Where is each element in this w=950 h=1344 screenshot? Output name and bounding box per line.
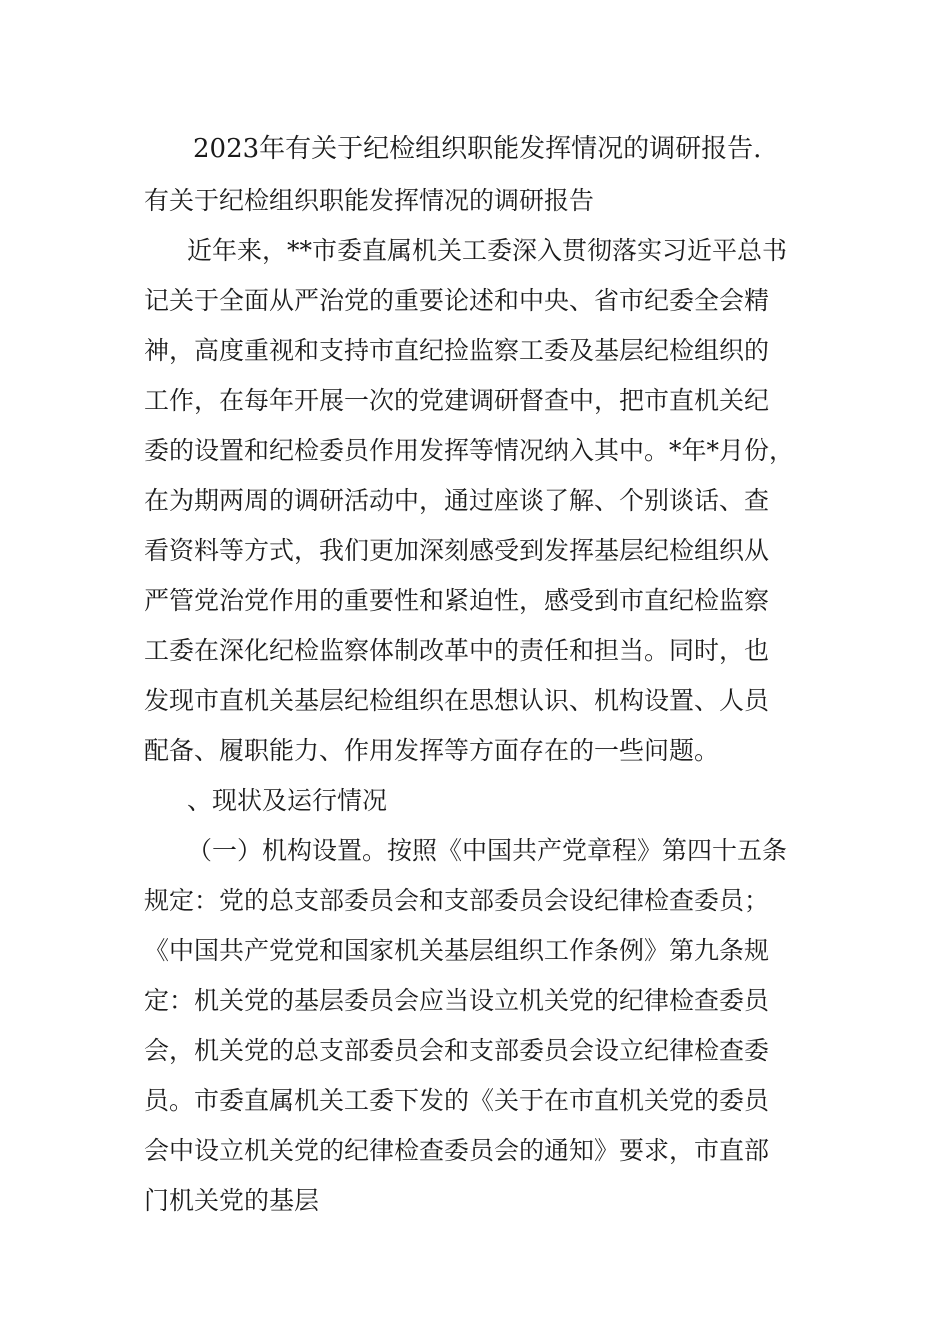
paragraph-1-line: 配备、履职能力、作用发挥等方面存在的一些问题。 [144,736,720,765]
paragraph-2-line: （一）机构设置。按照《中国共产党章程》第四十五条 [187,836,788,865]
paragraph-2-line: 门机关党的基层 [144,1186,320,1215]
paragraph-2-line: 规定：党的总支部委员会和支部委员会设纪律检查委员； [144,886,770,915]
paragraph-1-line: 近年来，**市委直属机关工委深入贯彻落实习近平总书 [187,236,788,265]
paragraph-1-line: 委的设置和纪检委员作用发挥等情况纳入其中。*年*月份， [144,436,795,465]
section-heading: 、现状及运行情况 [187,786,388,815]
document-title: 2023年有关于纪检组织职能发挥情况的调研报告. [193,134,762,164]
paragraph-1-line: 看资料等方式，我们更加深刻感受到发挥基层纪检组织从 [144,536,770,565]
paragraph-2-line: 会，机关党的总支部委员会和支部委员会设立纪律检查委 [144,1036,770,1065]
paragraph-1-line: 严管党治党作用的重要性和紧迫性，感受到市直纪检监察 [144,586,770,615]
paragraph-1-line: 工作，在每年开展一次的党建调研督查中，把市直机关纪 [144,386,770,415]
paragraph-2-line: 员。市委直属机关工委下发的《关于在市直机关党的委员 [144,1086,770,1115]
paragraph-1-line: 发现市直机关基层纪检组织在思想认识、机构设置、人员 [144,686,770,715]
paragraph-1-line: 神，高度重视和支持市直纪捡监察工委及基层纪检组织的 [144,336,770,365]
document-subtitle: 有关于纪检组织职能发挥情况的调研报告 [144,186,595,215]
paragraph-1-line: 记关于全面从严治党的重要论述和中央、省市纪委全会精 [144,286,770,315]
paragraph-2-line: 《中国共产党党和国家机关基层组织工作条例》第九条规 [144,936,770,965]
paragraph-2-line: 定：机关党的基层委员会应当设立机关党的纪律检查委员 [144,986,770,1015]
paragraph-2-line: 会中设立机关党的纪律检查委员会的通知》要求，市直部 [144,1136,770,1165]
paragraph-1-line: 在为期两周的调研活动中，通过座谈了解、个别谈话、查 [144,486,770,515]
paragraph-1-line: 工委在深化纪检监察体制改革中的责任和担当。同时，也 [144,636,770,665]
